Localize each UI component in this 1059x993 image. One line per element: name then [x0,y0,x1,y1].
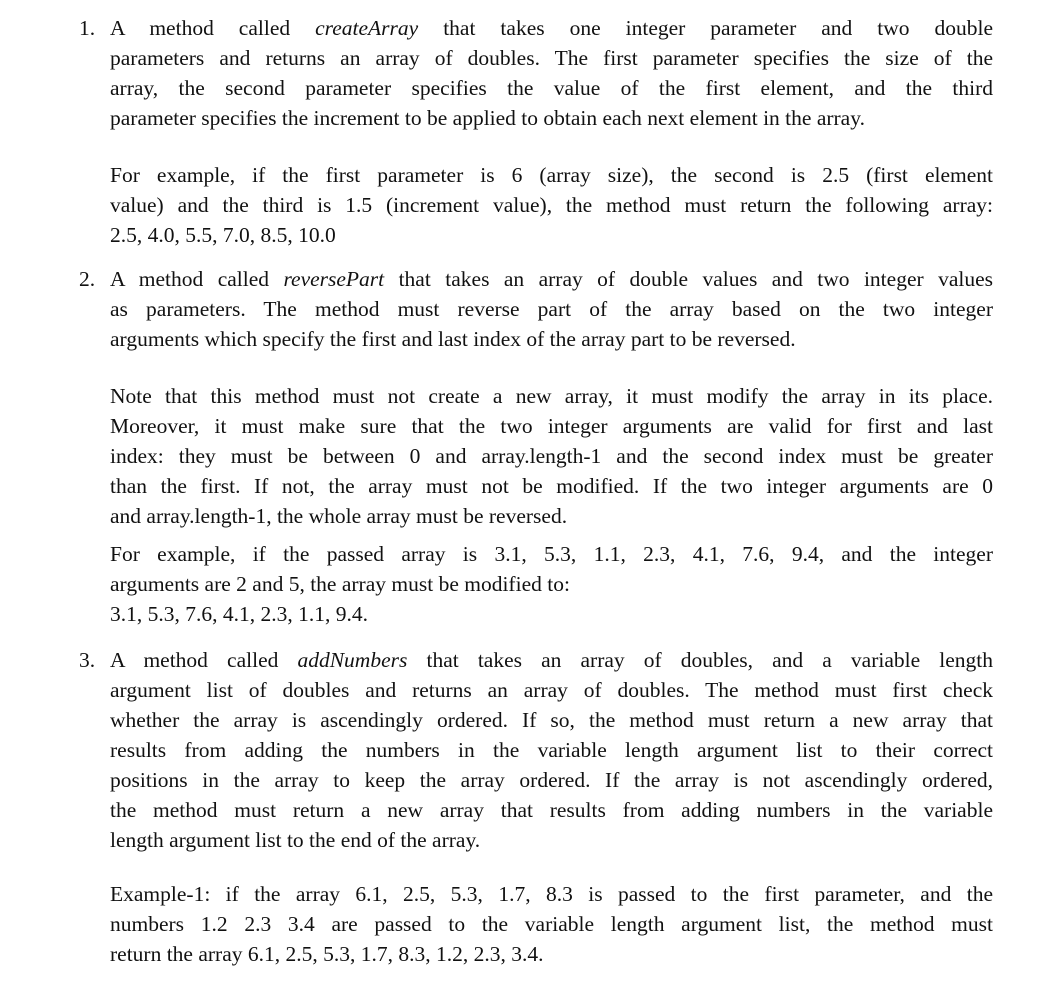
item-number: 1. [79,16,96,40]
item-2-note [110,381,993,531]
item-1-example [110,160,993,250]
text-line: Note that this method must not create a new array, it must modify the array in its place. [110,384,993,408]
text-line: 2.5, 4.0, 5.5, 7.0, 8.5, 10.0 [110,223,336,247]
text-line: index: they must be between 0 and array.length-1 and the second index must be greater [110,444,993,468]
text-line: positions in the array to keep the array ordered. If the array is not ascendingly ordered, [110,768,993,792]
text-line: value) and the third is 1.5 (increment value), the method must return the following array: [110,193,993,217]
text-line: arguments are 2 and 5, the array must be modified to: [110,572,570,596]
text-line: For example, if the passed array is 3.1, 5.3, 1.1, 2.3, 4.1, 7.6, 9.4, and the integer [110,542,993,566]
text-line: A method called reversePart that takes an array of double values and two integer values [110,267,994,291]
text-line: parameter specifies the increment to be applied to obtain each next element in the array. [110,106,865,130]
item-3-description [110,645,993,855]
text-line: For example, if the first parameter is 6 (array size), the second is 2.5 (first element [110,163,993,187]
text-line: Moreover, it must make sure that the two integer arguments are valid for first and last [110,414,993,438]
text-line: array, the second parameter specifies the value of the first element, and the third [110,76,993,100]
text-line: the method must return a new array that results from adding numbers in the variable [110,798,993,822]
text-line: whether the array is ascendingly ordered. If so, the method must return a new array that [110,708,993,732]
item-2-example [110,539,993,629]
text-line: parameters and returns an array of doubles. The first parameter specifies the size of the [110,46,993,70]
item-1-description [110,13,993,133]
text-line: as parameters. The method must reverse part of the array based on the two integer [110,297,993,321]
text-line: results from adding the numbers in the variable length argument list to their correct [110,738,993,762]
text-line: argument list of doubles and returns an array of doubles. The method must first check [110,678,993,702]
item-number: 2. [79,267,96,291]
method-name: reversePart [283,267,385,291]
method-name: addNumbers [297,648,408,672]
text-line: Example-1: if the array 6.1, 2.5, 5.3, 1.7, 8.3 is passed to the first parameter, and the [110,882,993,906]
item-3-example-1 [110,879,993,969]
item-number: 3. [79,648,96,672]
text-line: arguments which specify the first and last index of the array part to be reversed. [110,327,796,351]
text-line: return the array 6.1, 2.5, 5.3, 1.7, 8.3, 1.2, 2.3, 3.4. [110,942,544,966]
text-line: 3.1, 5.3, 7.6, 4.1, 2.3, 1.1, 9.4. [110,602,368,626]
text-line: and array.length-1, the whole array must be reversed. [110,504,568,528]
text-line: numbers 1.2 2.3 3.4 are passed to the variable length argument list, the method must [110,912,993,936]
text-line: A method called addNumbers that takes an array of doubles, and a variable length [110,648,993,672]
text-line: length argument list to the end of the array. [110,828,481,852]
item-2-description [110,264,993,354]
text-line: A method called createArray that takes one integer parameter and two double [110,16,994,40]
method-name: createArray [315,16,419,40]
text-line: than the first. If not, the array must not be modified. If the two integer arguments are 0 [110,474,993,498]
